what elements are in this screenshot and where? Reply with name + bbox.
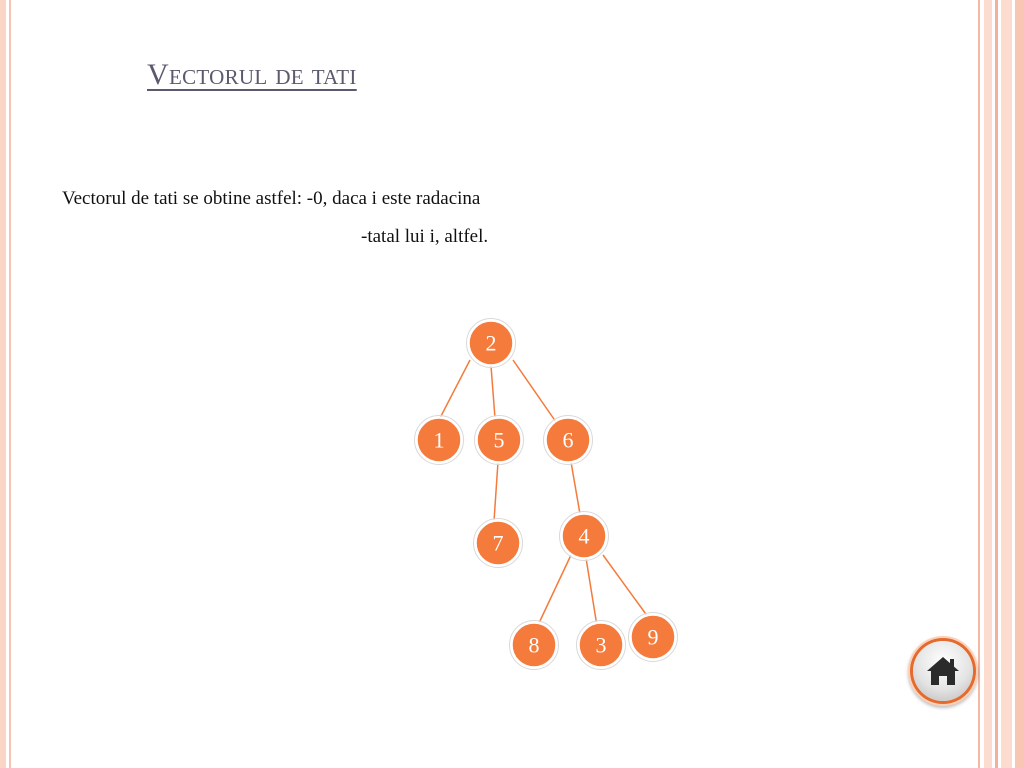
tree-node-3 — [577, 621, 626, 670]
tree-node-1 — [415, 416, 464, 465]
left-border-band — [0, 0, 6, 768]
tree-node-label: 5 — [493, 427, 505, 453]
tree-node-label: 8 — [528, 632, 540, 658]
edge-4-9 — [603, 555, 648, 617]
tree-node-6 — [544, 416, 593, 465]
edge-5-7 — [494, 462, 498, 521]
home-icon — [925, 653, 961, 689]
edge-2-6 — [513, 360, 556, 422]
edge-6-4 — [571, 462, 580, 514]
tree-node-2 — [467, 319, 516, 368]
tree-node-label: 9 — [647, 624, 659, 650]
tree-node-label: 3 — [595, 632, 607, 658]
home-button[interactable] — [913, 641, 973, 701]
definition-line-root: Vectorul de tati se obtine astfel: -0, daca i este radacina — [62, 188, 481, 209]
edge-2-1 — [440, 360, 470, 418]
right-border-bands — [978, 0, 1024, 768]
tree-node-label: 2 — [485, 330, 497, 356]
tree-node-label: 7 — [492, 530, 504, 556]
edge-4-3 — [586, 558, 597, 626]
definition-line-parent: -tatal lui i, altfel. — [361, 226, 489, 247]
tree-edges — [440, 360, 648, 626]
tree-node-8 — [510, 621, 559, 670]
tree-node-4 — [560, 512, 609, 561]
edge-4-8 — [539, 555, 571, 623]
tree-node-9 — [629, 613, 678, 662]
tree-node-label: 1 — [433, 427, 445, 453]
tree-node-7 — [474, 519, 523, 568]
tree-node-5 — [475, 416, 524, 465]
tree-node-label: 4 — [578, 523, 590, 549]
left-border-line — [9, 0, 11, 768]
tree-node-label: 6 — [562, 427, 574, 453]
edge-2-5 — [491, 366, 495, 418]
slide-title: Vectorul de tati — [147, 58, 357, 91]
